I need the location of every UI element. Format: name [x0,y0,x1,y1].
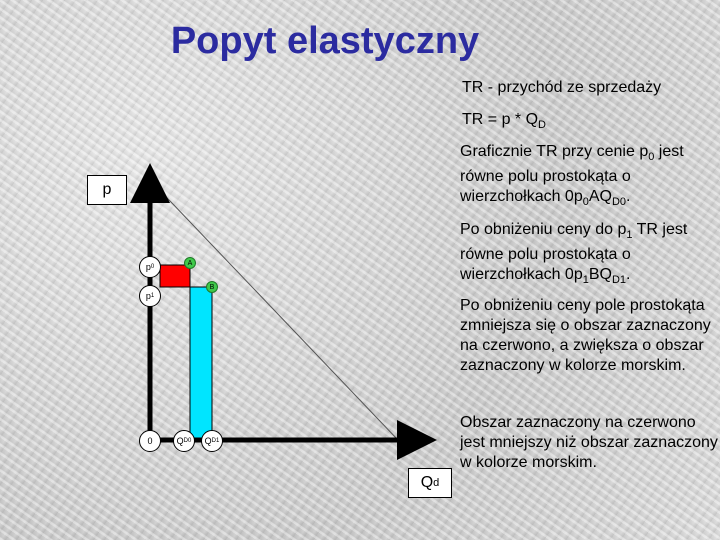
sea-area [190,287,212,440]
red-area [160,265,190,287]
point-b: B [206,281,218,293]
point-label-qd1: Q D1 [201,430,223,452]
x-axis-label: Q d [408,468,452,498]
point-label-qd0: Q D0 [173,430,195,452]
paragraph-tr-at-p0: Graficznie TR przy cenie $p_0$ jest równe polu prostokąta o wierzchołkach $0p_0AQ_{D0}$. [460,143,684,208]
paragraph-area-change: Po obniżeniu ceny pole prostokąta zmniejsza się o obszar zaznaczony na czerwono, a zwiększa o obszar zaznaczony w kolorze morskim. [460,297,711,374]
tr-formula: TR = p * $Q_D$ [462,111,546,131]
slide-title: Popyt elastyczny [170,20,480,62]
point-a: A [184,257,196,269]
y-axis-label: p [87,175,127,205]
point-label-p0: p 0 [139,256,161,278]
point-label-p1: p 1 [139,285,161,307]
demand-line [150,180,398,440]
tr-definition: TR - przychód ze sprzedaży [462,79,662,96]
paragraph-area-comparison: Obszar zaznaczony na czerwono jest mniejszy niż obszar zaznaczony w kolorze morskim. [460,414,718,471]
paragraph-tr-at-p1: Po obniżeniu ceny do $p_1$ TR jest równe polu prostokąta o wierzchołkach $0p_1BQ_{D1}$. [460,221,688,286]
point-label-origin: 0 [139,430,161,452]
